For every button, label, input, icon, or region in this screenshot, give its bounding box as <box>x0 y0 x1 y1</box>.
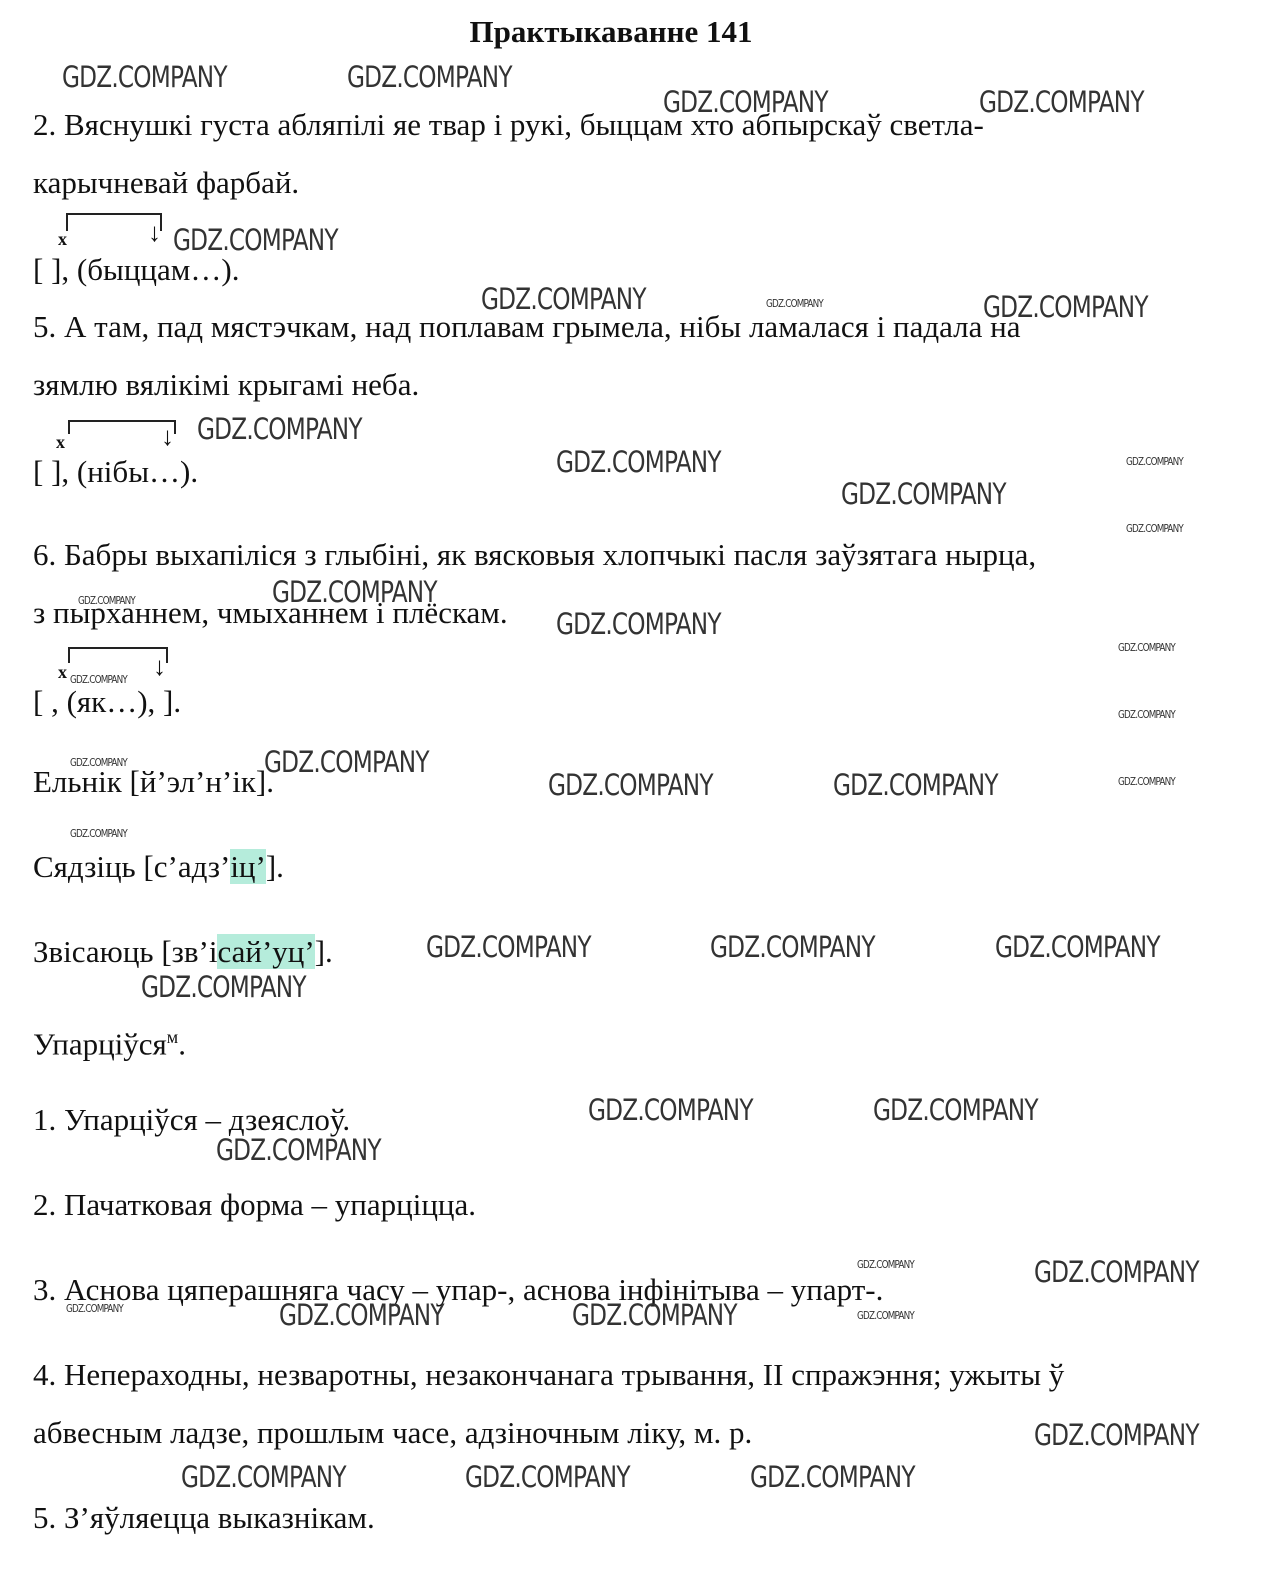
watermark <box>465 1460 630 1494</box>
verb-superscript: м <box>166 1027 179 1047</box>
sentence-2-line-1: 2. Вяснушкі густа абляпілі яе твар і рукі, быццам хто абпырскаў светла- <box>33 107 984 142</box>
sentence-2-scheme: [ ], (быццам…). <box>33 252 240 287</box>
sentence-5-line-1: 5. А там, пад мястэчкам, над поплавам грымела, нібы ламалася і падала на <box>33 309 1021 344</box>
watermark <box>548 768 713 802</box>
sentence-6-scheme: [ , (як…), ]. <box>33 684 182 719</box>
analysis-point-2: 2. Пачатковая форма – упарціцца. <box>33 1187 477 1222</box>
watermark <box>995 930 1160 964</box>
watermark <box>1118 641 1175 654</box>
watermark <box>1034 1255 1199 1289</box>
watermark <box>181 1460 346 1494</box>
arrow-down-icon: ↓ <box>161 422 174 451</box>
highlighted-part: іц’ <box>230 849 266 884</box>
verb-word: Упарціўся <box>33 1026 167 1062</box>
scheme-x-mark: x <box>56 432 65 452</box>
sentence-6-line-1: 6. Бабры выхапіліся з глыбіні, як вясковыя хлопчыкі пасля заўзятага нырца, <box>33 537 1037 572</box>
transcription: Сядзіць [с’адз’ <box>33 849 231 884</box>
watermark <box>264 745 429 779</box>
word-zvisayuts <box>33 932 333 972</box>
watermark <box>857 1309 914 1322</box>
analysis-point-3: 3. Аснова цяперашняга часу – упар-, аснова інфінітыва – упарт-. <box>33 1272 884 1307</box>
analysis-point-1: 1. Упарціўся – дзеяслоў. <box>33 1102 351 1137</box>
watermark <box>833 768 998 802</box>
transcription-end: ]. <box>265 849 284 884</box>
watermark <box>1126 455 1183 468</box>
highlighted-part: сай’уц’ <box>217 934 315 969</box>
watermark <box>197 412 362 446</box>
scheme-arrow-line <box>68 420 176 434</box>
watermark <box>70 827 127 840</box>
sentence-5-line-2: зямлю вялікімі крыгамі неба. <box>33 367 420 402</box>
watermark <box>1034 1418 1199 1452</box>
sentence-6-line-2: з пырханнем, чмыханнем і плёскам. <box>33 595 508 630</box>
arrow-down-icon: ↓ <box>153 652 166 681</box>
watermark <box>979 85 1144 119</box>
verb-heading <box>33 1017 186 1064</box>
analysis-point-4-line-2: абвесным ладзе, прошлым часе, адзіночным ліку, м. р. <box>33 1415 753 1450</box>
watermark <box>841 477 1006 511</box>
transcription: Звісаюць [зв’і <box>33 934 218 969</box>
watermark <box>347 60 512 94</box>
verb-dot: . <box>178 1026 186 1062</box>
watermark <box>556 445 721 479</box>
analysis-point-4-line-1: 4. Непераходны, незваротны, незакончанага трывання, II спражэння; ужыты ў <box>33 1357 1065 1392</box>
scheme-x-mark: x <box>58 229 67 249</box>
watermark <box>750 1460 915 1494</box>
watermark <box>62 60 227 94</box>
sentence-2-line-2: карычневай фарбай. <box>33 165 300 200</box>
watermark <box>1118 775 1175 788</box>
arrow-down-icon: ↓ <box>148 218 161 247</box>
analysis-point-5: 5. З’яўляецца выказнікам. <box>33 1500 375 1535</box>
watermark <box>556 607 721 641</box>
watermark <box>873 1093 1038 1127</box>
watermark <box>141 970 306 1004</box>
word-syadzits <box>33 847 284 887</box>
watermark <box>1118 708 1175 721</box>
watermark <box>588 1093 753 1127</box>
word-yelnik: Ельнік [й’эл’н’ік]. <box>33 764 274 799</box>
transcription-end: ]. <box>314 934 333 969</box>
watermark <box>426 930 591 964</box>
sentence-5-scheme: [ ], (нібы…). <box>33 454 199 489</box>
watermark <box>1126 522 1183 535</box>
scheme-x-mark: x <box>58 662 67 682</box>
page-title: Практыкаванне 141 <box>469 14 753 49</box>
watermark <box>710 930 875 964</box>
